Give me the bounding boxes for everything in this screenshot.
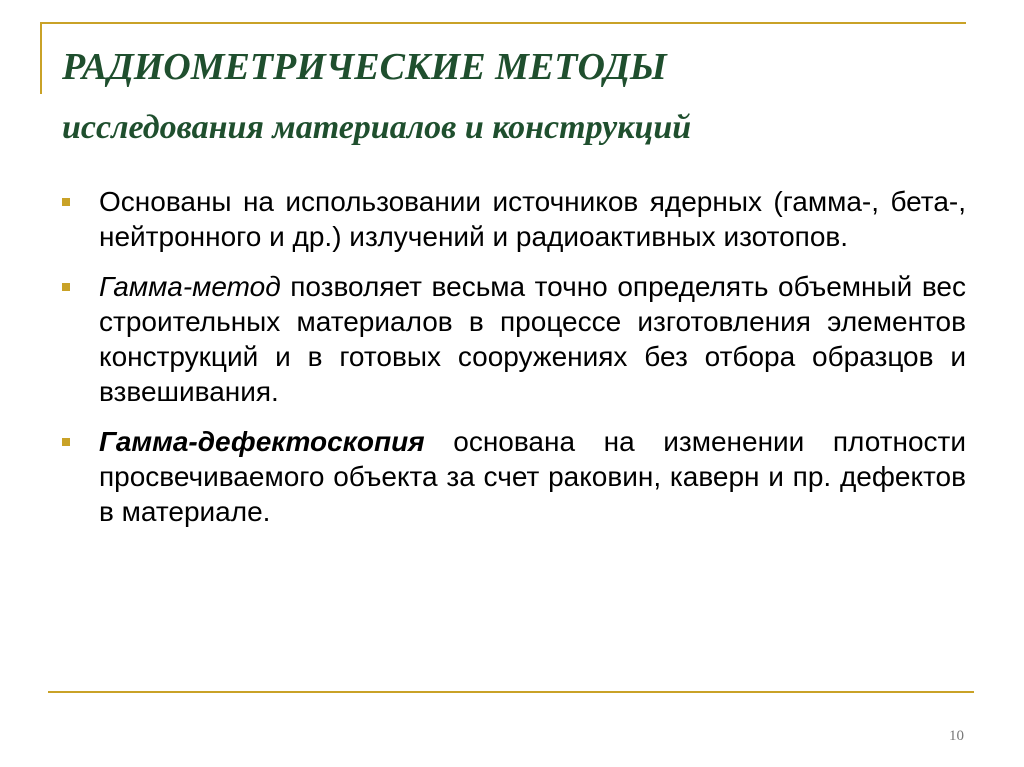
top-rule bbox=[40, 22, 966, 24]
page-number: 10 bbox=[949, 728, 964, 744]
bullet-lead-term: Гамма-метод bbox=[99, 271, 281, 302]
bullet-text: Основаны на использовании источников ядерных (гамма-, бета-, нейтронного и др.) излучений и радиоактивных изотопов. bbox=[99, 186, 966, 252]
square-bullet-icon bbox=[62, 198, 70, 206]
bullet-item bbox=[62, 269, 966, 409]
left-rule bbox=[40, 22, 42, 94]
bullet-text: позволяет весьма точно определять объемный вес строительных материалов в процессе изготовления элементов конструкций и в готовых сооружениях без отбора образцов и взвешивания. bbox=[99, 271, 966, 407]
bullet-list bbox=[62, 184, 966, 544]
bullet-item bbox=[62, 184, 966, 254]
bullet-text: основана на изменении плотности просвечиваемого объекта за счет раковин, каверн и пр. дефектов в материале. bbox=[99, 426, 966, 527]
slide-title: РАДИОМЕТРИЧЕСКИЕ МЕТОДЫ bbox=[62, 46, 667, 88]
bullet-item bbox=[62, 424, 966, 529]
slide-subtitle: исследования материалов и конструкций bbox=[62, 109, 692, 146]
bullet-lead-term: Гамма-дефектоскопия bbox=[99, 426, 425, 457]
square-bullet-icon bbox=[62, 438, 70, 446]
bottom-rule bbox=[48, 691, 974, 693]
square-bullet-icon bbox=[62, 283, 70, 291]
